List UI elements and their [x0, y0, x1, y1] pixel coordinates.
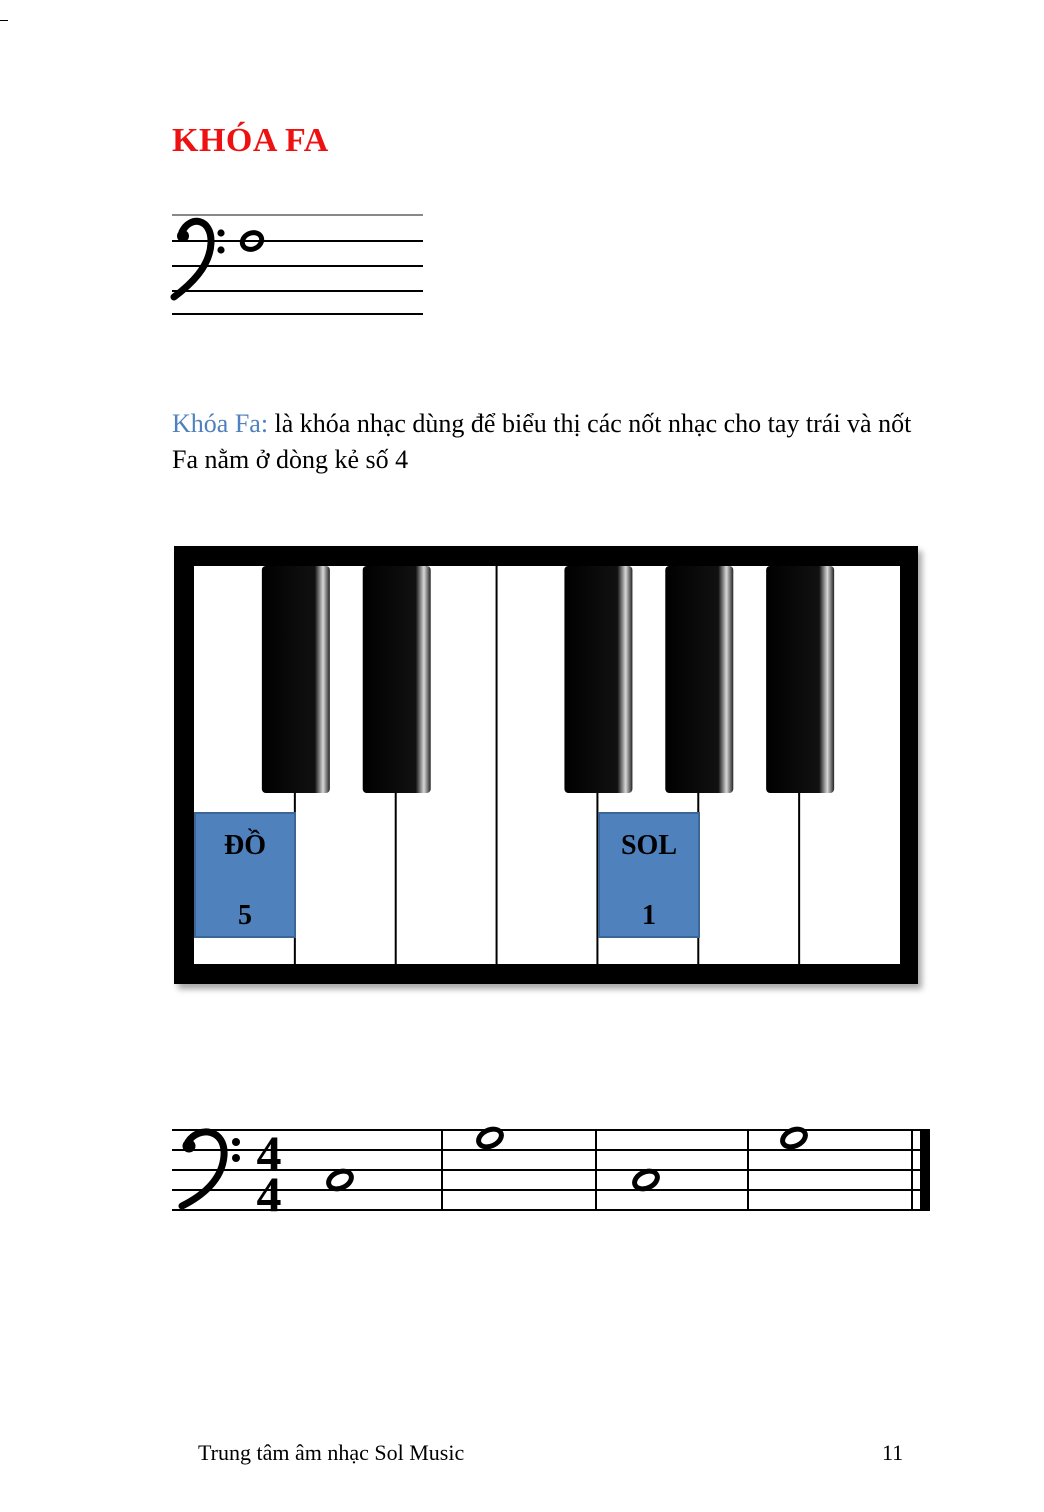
black-key	[363, 566, 431, 793]
key-label-sol	[598, 812, 700, 938]
corner-mark	[0, 20, 8, 21]
description	[172, 406, 942, 478]
page-title: KHÓA FA	[172, 122, 329, 159]
final-barline	[920, 1130, 930, 1210]
footer-text: Trung tâm âm nhạc Sol Music	[198, 1440, 465, 1465]
piano-keyboard	[174, 546, 918, 984]
bass-clef-staff-example	[168, 205, 428, 320]
time-signature-top: 4	[256, 1125, 282, 1181]
description-term: Khóa Fa:	[172, 409, 269, 438]
description-text: là khóa nhạc dùng để biểu thị các nốt nhạc cho tay trái và nốt Fa nằm ở dòng kẻ số 4	[172, 409, 912, 474]
whole-note	[326, 1168, 355, 1193]
black-key	[665, 566, 733, 793]
bass-clef-icon	[174, 221, 225, 297]
whole-note	[632, 1168, 661, 1193]
key-label-number: 1	[642, 900, 656, 931]
key-label-note: ĐỒ	[224, 830, 266, 861]
bass-clef-icon	[182, 1132, 240, 1206]
bass-clef-measures	[168, 1118, 938, 1218]
key-label-note: SOL	[620, 830, 678, 861]
key-label-do	[194, 812, 296, 938]
black-key	[262, 566, 330, 793]
time-signature-bottom: 4	[256, 1166, 282, 1218]
black-key	[766, 566, 834, 793]
key-label-number: 5	[238, 900, 252, 931]
black-key	[564, 566, 632, 793]
page-number: 11	[882, 1440, 904, 1465]
